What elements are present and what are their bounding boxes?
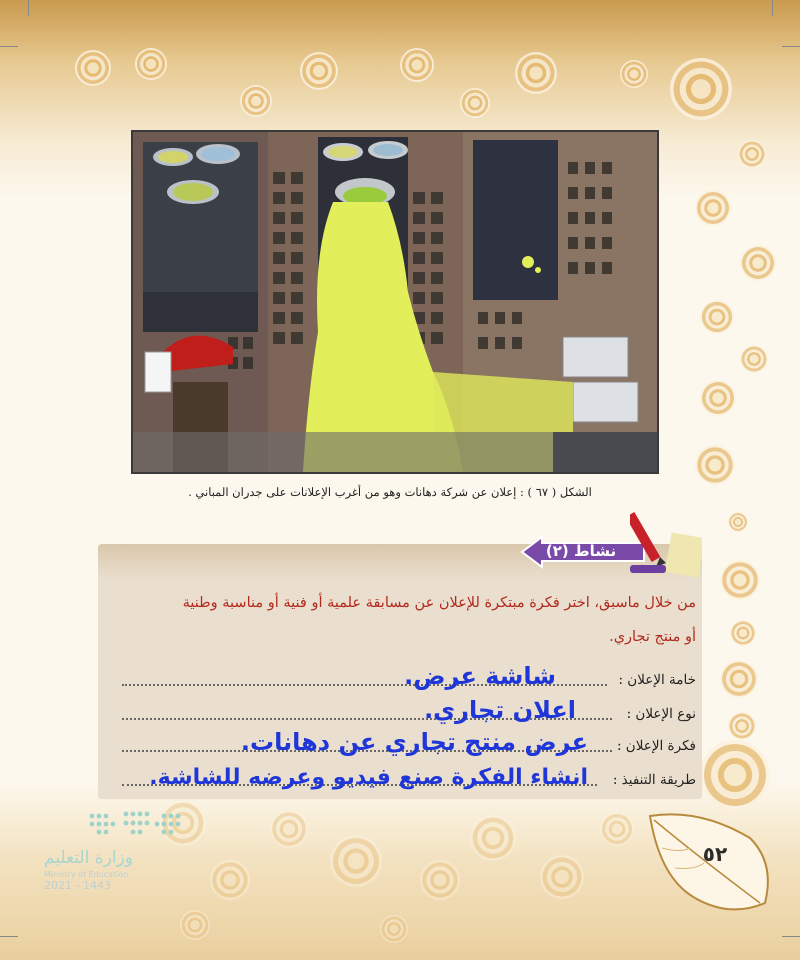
instruction-line-1: من خلال ماسبق، اختر فكرة مبتكرة للإعلان عن مسابقة علمية أو فنية أو مناسبة وطنية <box>182 595 696 611</box>
activity-instructions <box>106 586 696 654</box>
decorative-flower <box>738 140 766 168</box>
decorative-flower <box>720 560 760 600</box>
edition-year: 2021 - 1443 <box>44 879 111 892</box>
answer-text[interactable]: شاشة عرض. <box>404 662 556 690</box>
decorative-flower <box>240 85 272 117</box>
decorative-flower <box>740 245 776 281</box>
field-label: طريقة التنفيذ : <box>612 772 696 788</box>
crop-mark <box>0 936 18 937</box>
answer-text[interactable]: عرض منتج تجاري عن دهانات. <box>240 728 588 756</box>
decorative-flower <box>270 810 308 848</box>
field-row-idea <box>106 728 696 758</box>
crop-mark <box>782 46 800 47</box>
field-label: نوع الإعلان : <box>626 706 696 722</box>
crop-mark <box>0 46 18 47</box>
decorative-flower <box>330 835 382 887</box>
field-row-method <box>106 762 696 792</box>
decorative-flower <box>620 60 648 88</box>
field-label: فكرة الإعلان : <box>616 738 696 754</box>
decorative-flower <box>300 52 338 90</box>
decorative-flower <box>700 740 770 810</box>
decorative-flower <box>728 512 748 532</box>
decorative-flower <box>540 855 584 899</box>
ministry-name-arabic: وزارة التعليم <box>44 848 133 868</box>
ministry-name-english: Ministry of Education <box>44 870 129 879</box>
decorative-flower <box>700 300 734 334</box>
decorative-flower <box>420 860 460 900</box>
crop-mark <box>782 936 800 937</box>
decorative-flower <box>400 48 434 82</box>
field-row-material <box>106 662 696 692</box>
crop-mark <box>28 0 29 16</box>
decorative-flower <box>135 48 167 80</box>
instruction-line-2: أو منتج تجاري. <box>609 629 696 645</box>
answer-text[interactable]: انشاء الفكرة صنع فيديو وعرضه للشاشة. <box>149 765 588 790</box>
field-label: خامة الإعلان : <box>618 672 696 688</box>
page-number: ٥٢ <box>702 842 728 866</box>
crop-mark <box>772 0 773 16</box>
pen-icon <box>630 505 702 580</box>
decorative-flower <box>695 445 735 485</box>
decorative-flower <box>700 380 736 416</box>
field-row-type <box>106 696 696 726</box>
ministry-logo-icon <box>86 810 182 840</box>
decorative-flower <box>720 660 758 698</box>
activity-badge-label: نشاط (٢) <box>545 542 617 560</box>
decorative-flower <box>670 58 732 120</box>
decorative-flower <box>470 815 516 861</box>
decorative-flower <box>515 52 557 94</box>
decorative-flower <box>380 915 408 943</box>
decorative-flower <box>728 712 756 740</box>
decorative-flower <box>210 860 250 900</box>
decorative-flower <box>730 620 756 646</box>
decorative-flower <box>75 50 111 86</box>
decorative-flower <box>180 910 210 940</box>
building-advertisement-photo <box>131 130 659 474</box>
decorative-flower <box>600 812 634 846</box>
answer-text[interactable]: اعلان تجاري. <box>424 696 576 724</box>
building-illustration <box>133 132 657 472</box>
decorative-flower <box>460 88 490 118</box>
decorative-flower <box>695 190 731 226</box>
figure-caption: الشكل ( ٦٧ ) : إعلان عن شركة دهانات وهو من أغرب الإعلانات على جدران المباني . <box>188 485 592 499</box>
decorative-flower <box>740 345 768 373</box>
